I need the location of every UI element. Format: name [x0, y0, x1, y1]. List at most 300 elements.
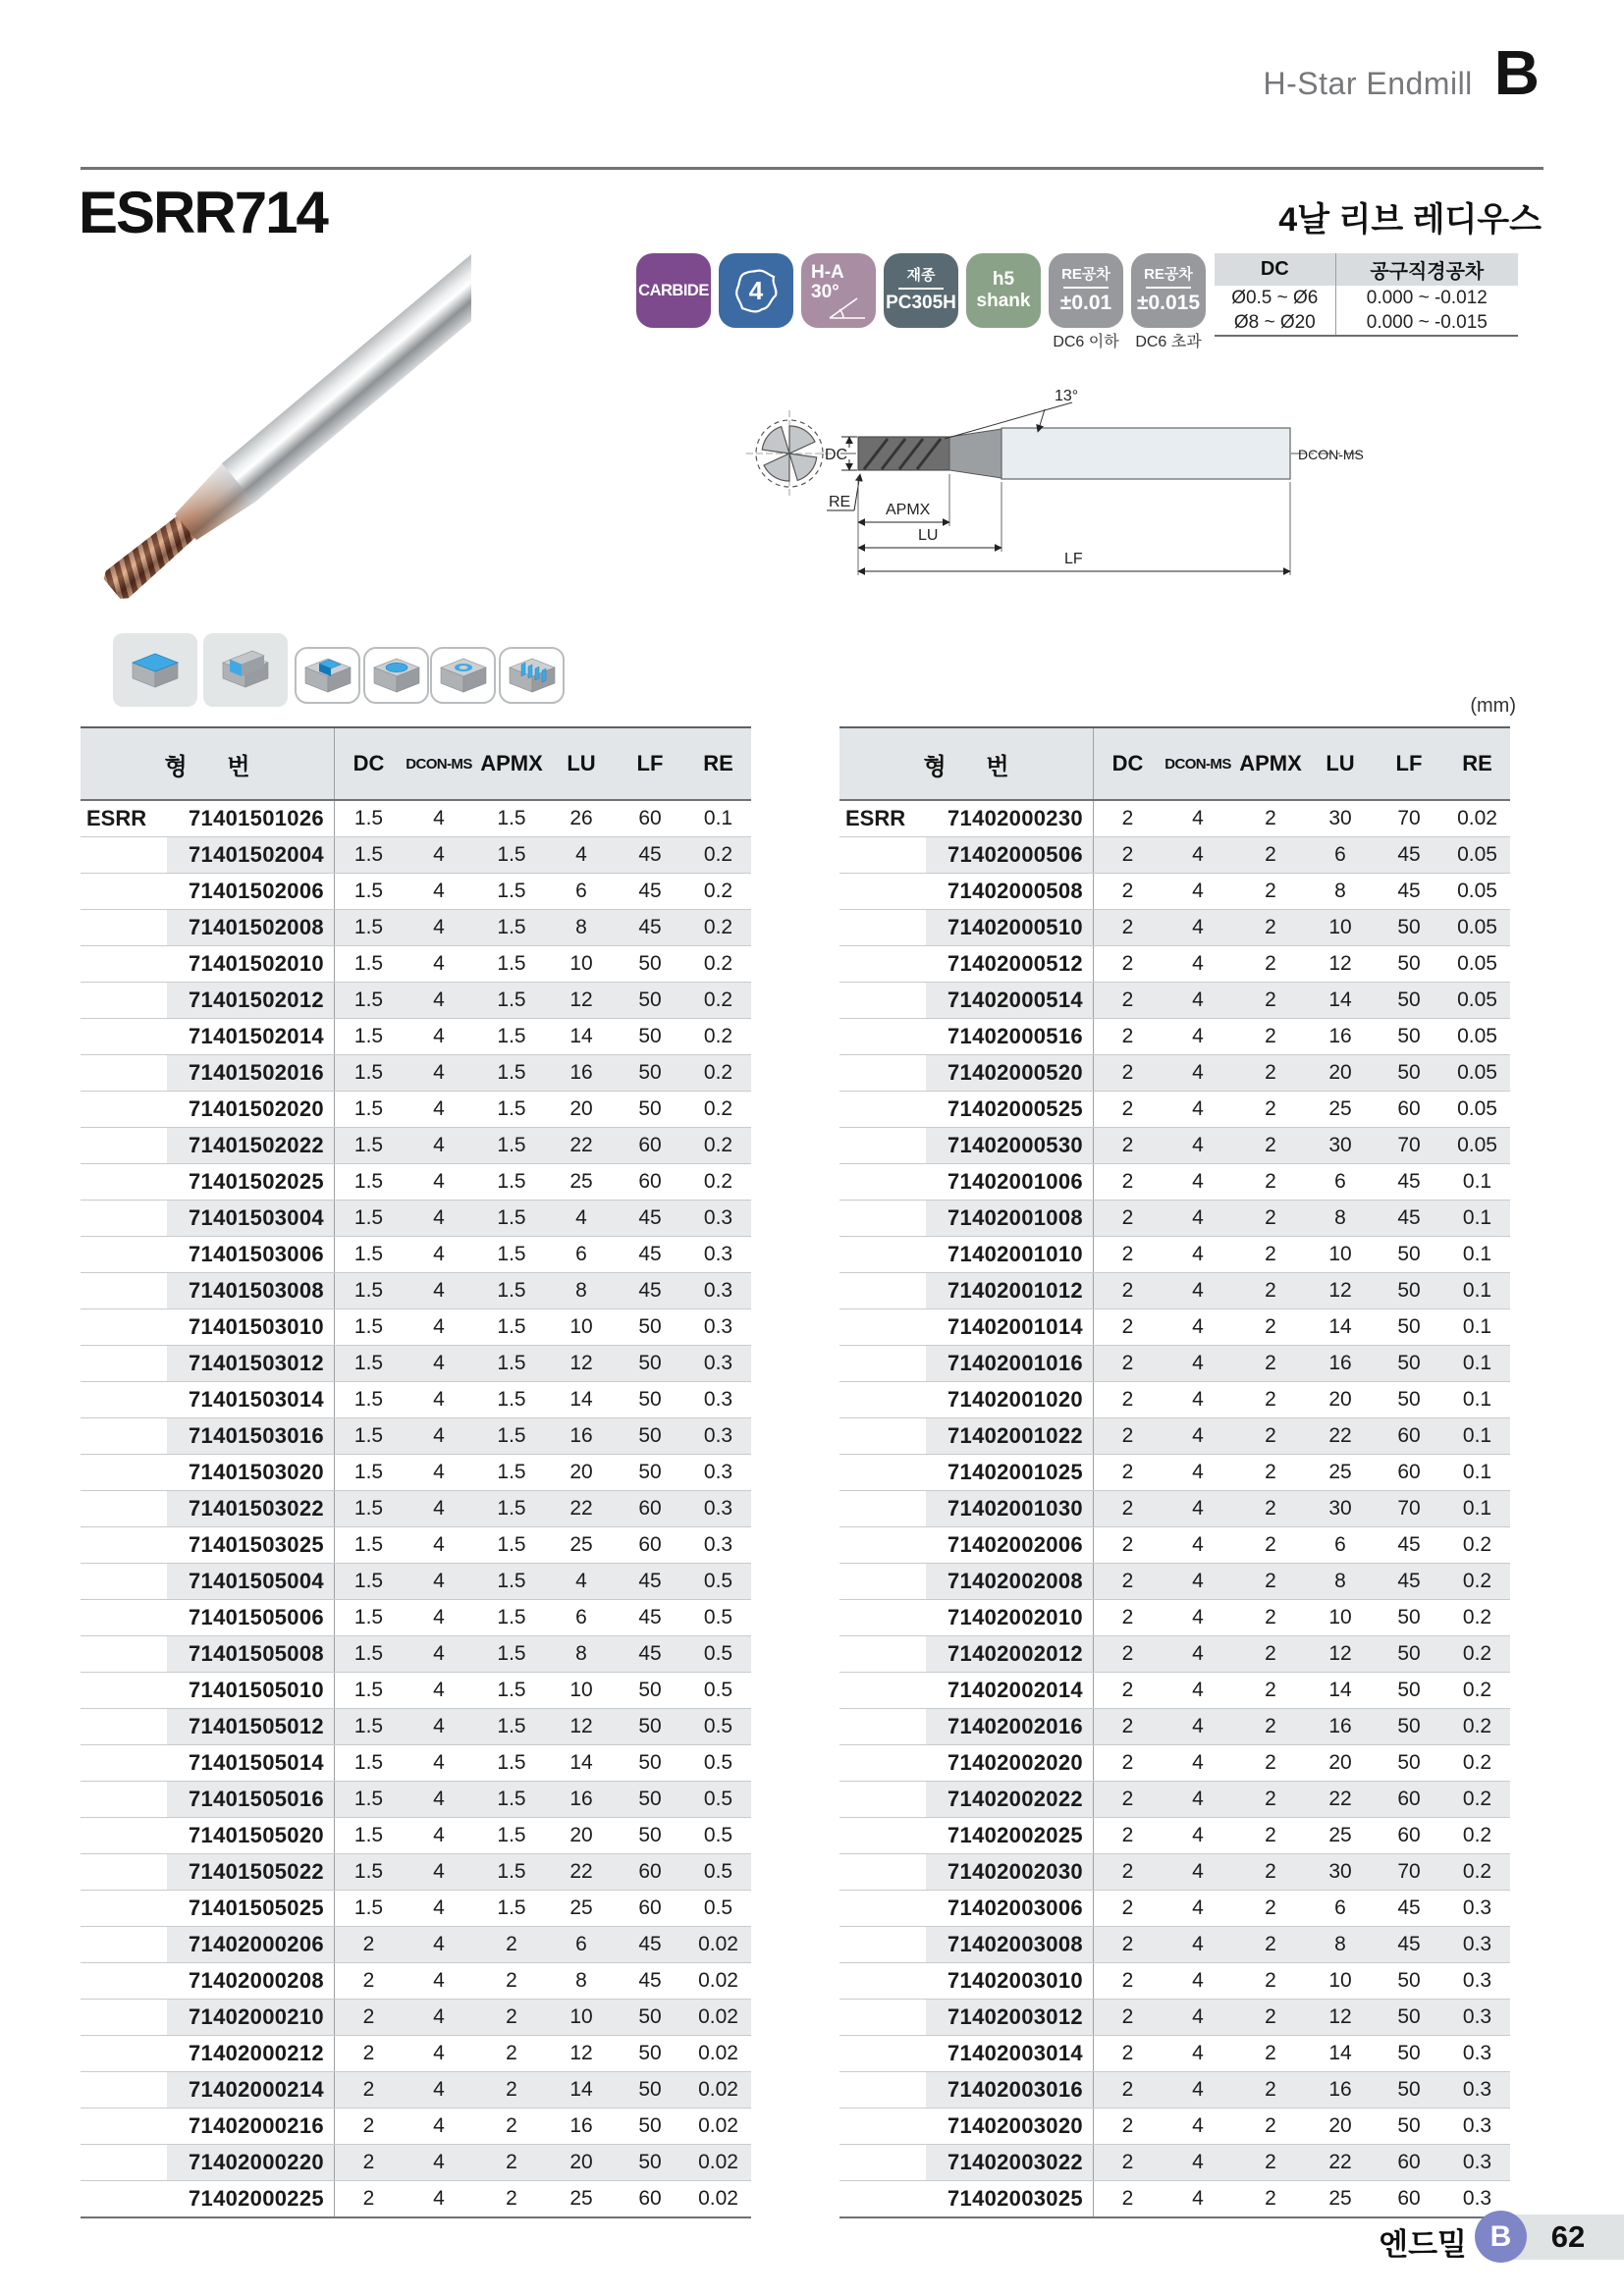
value-cell: 2: [1093, 946, 1162, 982]
model-number-cell: 71401505014: [189, 1750, 324, 1775]
value-cell: 0.5: [685, 1564, 751, 1599]
table-row: [839, 983, 1510, 1019]
value-cell: 1.5: [497, 1606, 526, 1629]
model-number-cell: 71402000225: [189, 2186, 324, 2211]
value-cell: 60: [1374, 1418, 1444, 1454]
value-cell: 50: [638, 952, 662, 975]
value-cell: 1.5: [334, 1346, 403, 1381]
value-cell: 2: [1265, 1025, 1276, 1047]
header-divider: [81, 167, 1543, 170]
value-cell: 0.05: [1444, 1128, 1510, 1163]
table-row: [839, 1891, 1510, 1927]
value-cell: 0.2: [1444, 1564, 1510, 1599]
value-cell: 6: [1307, 837, 1374, 873]
value-cell: 2: [1093, 1055, 1162, 1091]
value-cell: 2: [1093, 1745, 1162, 1781]
value-cell: 4: [433, 1679, 445, 1701]
table-row: [839, 1309, 1510, 1346]
value-cell: 2: [1093, 1092, 1162, 1127]
value-cell: 25: [1328, 1097, 1352, 1120]
table-row: [81, 2145, 751, 2181]
value-cell: 22: [1307, 1418, 1374, 1454]
value-cell: 45: [1397, 1533, 1421, 1556]
model-number-cell: 71402003022: [926, 2145, 1093, 2180]
value-cell: 4: [1162, 1854, 1234, 1890]
value-cell: 4: [1162, 1201, 1234, 1236]
table-row: [839, 837, 1510, 874]
value-cell: 0.3: [685, 1273, 751, 1308]
value-cell: 0.3: [703, 1243, 733, 1265]
table-row: [81, 1636, 751, 1673]
table-row: [81, 801, 751, 837]
value-cell: 8: [1307, 1564, 1374, 1599]
table-row: [81, 983, 751, 1019]
angle-icon: [828, 294, 867, 320]
value-cell: 2: [1234, 2145, 1307, 2180]
footer-category: 엔드밀: [1379, 2227, 1467, 2262]
value-cell: 4: [403, 910, 475, 945]
endmill-image: [91, 237, 471, 613]
value-cell: 2: [1265, 1896, 1276, 1919]
model-number-cell: 71402003012: [926, 2000, 1093, 2035]
value-cell: 0.02: [1457, 807, 1497, 829]
value-cell: 4: [1192, 2114, 1204, 2137]
column-header-lu: LU: [567, 751, 596, 775]
value-cell: 2: [1093, 1128, 1162, 1163]
value-cell: 0.1: [703, 807, 733, 829]
value-cell: 1.5: [497, 1025, 526, 1047]
value-cell: 0.5: [703, 1679, 733, 1701]
value-cell: 2: [1093, 1309, 1162, 1345]
value-cell: 0.2: [703, 952, 733, 975]
value-cell: 1.5: [497, 1679, 526, 1701]
value-cell: 45: [615, 1636, 685, 1672]
value-cell: 0.2: [703, 1097, 733, 1120]
value-cell: 2: [1093, 983, 1162, 1018]
value-cell: 50: [615, 1418, 685, 1454]
value-cell: 6: [548, 1927, 615, 1962]
value-cell: 2: [1093, 1019, 1162, 1054]
value-cell: 4: [1192, 1315, 1204, 1338]
table-row: [81, 2109, 751, 2145]
model-number-cell: 71402002020: [947, 1750, 1083, 1775]
value-cell: 0.1: [1462, 1315, 1492, 1338]
value-cell: 8: [548, 1273, 615, 1308]
value-cell: 16: [548, 1418, 615, 1454]
table-row: [81, 1527, 751, 1564]
model-number-cell: 71401502010: [189, 951, 324, 976]
value-cell: 1.5: [334, 1418, 403, 1454]
value-cell: 1.5: [334, 983, 403, 1018]
value-cell: 4: [1192, 1606, 1204, 1629]
value-cell: 2: [1093, 2000, 1162, 2035]
value-cell: 50: [1397, 1025, 1421, 1047]
value-cell: 60: [1397, 2187, 1421, 2210]
series-cell: ESRR: [845, 806, 906, 830]
value-cell: 0.05: [1444, 837, 1510, 873]
value-cell: 2: [1265, 1679, 1276, 1701]
value-cell: 0.2: [685, 837, 751, 873]
table-row: [81, 1963, 751, 2000]
svg-text:4: 4: [748, 276, 764, 305]
value-cell: 4: [433, 1824, 445, 1846]
value-cell: 4: [433, 1315, 445, 1338]
value-cell: 4: [1162, 2072, 1234, 2108]
table-header: [81, 726, 751, 801]
value-cell: 2: [334, 2072, 403, 2108]
value-cell: 4: [403, 1782, 475, 1817]
value-cell: 50: [638, 1097, 662, 1120]
spec-table-right: [839, 726, 1510, 2218]
value-cell: 2: [1093, 1891, 1162, 1926]
value-cell: 1.5: [334, 1455, 403, 1490]
value-cell: 4: [433, 1025, 445, 1047]
value-cell: 0.3: [1444, 2145, 1510, 2180]
value-cell: 4: [403, 1636, 475, 1672]
value-cell: 45: [615, 910, 685, 945]
table-row: [81, 2181, 751, 2218]
value-cell: 2: [1265, 1824, 1276, 1846]
value-cell: 4: [403, 1418, 475, 1454]
value-cell: 16: [569, 2114, 593, 2137]
column-header-dc: DC: [1093, 728, 1162, 799]
value-cell: 50: [1397, 1969, 1421, 1992]
table-row: [839, 1346, 1510, 1382]
table-row: [81, 1382, 751, 1418]
value-cell: 4: [548, 1564, 615, 1599]
value-cell: 4: [403, 1346, 475, 1381]
value-cell: 2: [334, 2000, 403, 2035]
badge-sublabel: DC6 이하: [1053, 334, 1119, 350]
value-cell: 60: [638, 1896, 662, 1919]
value-cell: 0.5: [703, 1606, 733, 1629]
value-cell: 0.2: [685, 1055, 751, 1091]
value-cell: 26: [569, 807, 593, 829]
model-number-cell: 71402002016: [926, 1709, 1093, 1744]
table-row: [839, 1709, 1510, 1745]
svg-text:13°: 13°: [1055, 388, 1079, 404]
model-number-cell: 71402002010: [947, 1605, 1083, 1629]
svg-text:LF: LF: [1064, 551, 1083, 567]
value-cell: 1.5: [475, 983, 548, 1018]
value-cell: 0.3: [1462, 1896, 1492, 1919]
value-cell: 0.1: [1444, 1491, 1510, 1526]
header-title: H-Star Endmill: [1263, 66, 1473, 101]
table-row: [839, 1019, 1510, 1055]
table-row: [839, 1564, 1510, 1600]
value-cell: 16: [1307, 2072, 1374, 2108]
page-title: ESRR714: [79, 180, 327, 245]
dimension-diagram: [738, 383, 1386, 587]
model-number-cell: 71401503010: [189, 1314, 324, 1339]
value-cell: 1.5: [475, 1273, 548, 1308]
value-cell: 0.3: [1462, 2187, 1492, 2210]
value-cell: 50: [615, 2000, 685, 2035]
value-cell: 4: [1192, 1025, 1204, 1047]
value-cell: 4: [433, 1170, 445, 1193]
value-cell: 2: [475, 2145, 548, 2180]
value-cell: 30: [1307, 1128, 1374, 1163]
value-cell: 8: [1307, 1201, 1374, 1236]
table-row: [839, 2036, 1510, 2072]
value-cell: 50: [615, 1055, 685, 1091]
value-cell: 8: [1334, 880, 1346, 902]
value-cell: 2: [1093, 1237, 1162, 1272]
value-cell: 4: [403, 1854, 475, 1890]
value-cell: 6: [1334, 1896, 1346, 1919]
table-row: [839, 1164, 1510, 1201]
value-cell: 1.5: [497, 1824, 526, 1846]
column-header-apmx: APMX: [1239, 751, 1302, 775]
value-cell: 50: [1374, 1346, 1444, 1381]
value-cell: 6: [1334, 1170, 1346, 1193]
table-row: [81, 1891, 751, 1927]
value-cell: 50: [1397, 1315, 1421, 1338]
value-cell: 0.02: [685, 2072, 751, 2108]
value-cell: 4: [1192, 1969, 1204, 1992]
value-cell: 2: [1093, 2109, 1162, 2144]
value-cell: 50: [1374, 983, 1444, 1018]
model-number-cell: 71402000212: [189, 2041, 324, 2065]
table-row: [81, 2000, 751, 2036]
value-cell: 4: [1162, 1055, 1234, 1091]
value-cell: 1.5: [497, 1751, 526, 1774]
product-subtitle: 4날 리브 레디우스: [1278, 201, 1542, 239]
value-cell: 22: [548, 1854, 615, 1890]
value-cell: 60: [615, 1491, 685, 1526]
value-cell: 20: [1328, 1751, 1352, 1774]
table-row: [81, 1709, 751, 1745]
value-cell: 50: [638, 2042, 662, 2064]
value-cell: 4: [433, 1097, 445, 1120]
value-cell: 0.5: [703, 1751, 733, 1774]
model-number-cell: 71402001012: [926, 1273, 1093, 1308]
value-cell: 50: [615, 1346, 685, 1381]
model-number-cell: 71402000220: [167, 2145, 334, 2180]
table-row: [81, 837, 751, 874]
table-row: [81, 2072, 751, 2109]
value-cell: 2: [1234, 1636, 1307, 1672]
model-number-cell: 71401502008: [167, 910, 334, 945]
model-number-cell: 71402003014: [947, 2041, 1083, 2065]
value-cell: 0.3: [703, 1461, 733, 1483]
value-cell: 4: [433, 1533, 445, 1556]
model-number-cell: 71401505004: [167, 1564, 334, 1599]
value-cell: 2: [1265, 952, 1276, 975]
value-cell: 1.5: [334, 1891, 403, 1926]
value-cell: 0.02: [685, 2000, 751, 2035]
model-number-cell: 71402001010: [947, 1242, 1083, 1266]
model-number-cell: 71401503025: [189, 1532, 324, 1557]
value-cell: 2: [334, 1963, 403, 1999]
model-number-cell: 71402003006: [947, 1896, 1083, 1920]
value-cell: 0.1: [1444, 1273, 1510, 1308]
value-cell: 4: [433, 1751, 445, 1774]
endmill-shank: [222, 241, 471, 503]
value-cell: 50: [638, 1315, 662, 1338]
model-number-cell: 71402000216: [189, 2113, 324, 2138]
table-row: [81, 1745, 751, 1782]
model-number-cell: 71402001008: [926, 1201, 1093, 1236]
value-cell: 4: [1162, 2000, 1234, 2035]
model-number-cell: 71401505020: [189, 1823, 324, 1847]
value-cell: 0.2: [1462, 1751, 1492, 1774]
value-cell: 2: [1234, 2000, 1307, 2035]
model-number-cell: 71401505006: [189, 1605, 324, 1629]
value-cell: 4: [433, 2114, 445, 2137]
table-row: [839, 801, 1510, 837]
value-cell: 2: [1093, 1273, 1162, 1308]
rib-milling-icon: [499, 647, 565, 704]
value-cell: 1.5: [475, 1782, 548, 1817]
value-cell: 4: [403, 2072, 475, 2108]
value-cell: 2: [1234, 1709, 1307, 1744]
value-cell: 0.5: [703, 1896, 733, 1919]
value-cell: 0.3: [1462, 1969, 1492, 1992]
svg-text:RE: RE: [829, 494, 851, 510]
tol-header-tolerance: 공구직경공차: [1370, 261, 1485, 283]
value-cell: 2: [334, 1927, 403, 1962]
model-number-cell: 71402003008: [926, 1927, 1093, 1962]
value-cell: 50: [615, 1709, 685, 1744]
model-number-cell: 71402001020: [947, 1387, 1083, 1412]
value-cell: 4: [403, 1201, 475, 1236]
value-cell: 50: [1397, 2114, 1421, 2137]
value-cell: 0.5: [703, 1824, 733, 1846]
value-cell: 60: [638, 1533, 662, 1556]
badge-re-tolerance-under: RE공차 ±0.01 DC6 이하: [1049, 253, 1123, 328]
model-number-cell: 71402000520: [926, 1055, 1093, 1091]
value-cell: 2: [1265, 1606, 1276, 1629]
value-cell: 50: [1374, 1055, 1444, 1091]
value-cell: 4: [403, 2145, 475, 2180]
value-cell: 20: [1328, 2114, 1352, 2137]
model-number-cell: 71401503012: [167, 1346, 334, 1381]
value-cell: 50: [638, 1388, 662, 1411]
value-cell: 50: [615, 983, 685, 1018]
value-cell: 4: [433, 1896, 445, 1919]
model-number-cell: 71402002012: [926, 1636, 1093, 1672]
value-cell: 2: [1265, 807, 1276, 829]
value-cell: 45: [615, 1927, 685, 1962]
column-header-apmx: APMX: [480, 751, 543, 775]
value-cell: 0.02: [685, 2145, 751, 2180]
value-cell: 0.05: [1457, 1025, 1497, 1047]
value-cell: 14: [569, 1388, 593, 1411]
value-cell: 0.2: [685, 983, 751, 1018]
table-row: [81, 2036, 751, 2072]
value-cell: 2: [1093, 2145, 1162, 2180]
value-cell: 0.2: [685, 910, 751, 945]
value-cell: 12: [1307, 1273, 1374, 1308]
value-cell: 30: [1328, 807, 1352, 829]
value-cell: 1.5: [334, 874, 403, 909]
value-cell: 2: [1234, 1201, 1307, 1236]
model-number-cell: 71401505012: [167, 1709, 334, 1744]
value-cell: 50: [1397, 1243, 1421, 1265]
badge-carbide: CARBIDE: [636, 253, 711, 328]
value-cell: 4: [403, 1709, 475, 1744]
value-cell: 2: [1234, 1564, 1307, 1599]
value-cell: 0.3: [1444, 2072, 1510, 2108]
value-cell: 1.5: [334, 1600, 403, 1635]
table-row: [81, 1309, 751, 1346]
footer-section-badge: B: [1475, 2211, 1527, 2263]
helical-milling-icon: [430, 647, 496, 704]
model-number-cell: 71401501026: [189, 806, 324, 830]
value-cell: 20: [569, 1097, 593, 1120]
value-cell: 1.5: [334, 1092, 403, 1127]
value-cell: 4: [1162, 837, 1234, 873]
value-cell: 50: [638, 2114, 662, 2137]
value-cell: 50: [1374, 1636, 1444, 1672]
value-cell: 4: [403, 983, 475, 1018]
table-row: [81, 1346, 751, 1382]
value-cell: 1.5: [497, 1533, 526, 1556]
model-number-cell: 71402000508: [947, 879, 1083, 903]
value-cell: 0.3: [685, 1201, 751, 1236]
value-cell: 1.5: [334, 1854, 403, 1890]
value-cell: 0.1: [1462, 1170, 1492, 1193]
value-cell: 16: [548, 1782, 615, 1817]
model-number-cell: 71402002008: [926, 1564, 1093, 1599]
value-cell: 70: [1397, 807, 1421, 829]
value-cell: 4: [433, 1969, 445, 1992]
table-row: [839, 1055, 1510, 1092]
value-cell: 2: [1234, 1055, 1307, 1091]
value-cell: 0.2: [1444, 1854, 1510, 1890]
value-cell: 25: [569, 1896, 593, 1919]
value-cell: 0.02: [698, 1969, 738, 1992]
value-cell: 2: [1265, 1533, 1276, 1556]
table-row: [839, 1382, 1510, 1418]
value-cell: 4: [403, 1055, 475, 1091]
value-cell: 14: [569, 1025, 593, 1047]
value-cell: 2: [334, 2109, 403, 2144]
column-header-model: 형 번: [164, 753, 250, 780]
value-cell: 2: [1234, 910, 1307, 945]
value-cell: 2: [1093, 801, 1162, 836]
table-row: [81, 1854, 751, 1891]
value-cell: 45: [638, 1969, 662, 1992]
endmill-flutes: [100, 512, 198, 603]
value-cell: 0.02: [698, 2187, 738, 2210]
model-number-cell: 71401502014: [189, 1024, 324, 1048]
value-cell: 25: [1328, 2187, 1352, 2210]
value-cell: 2: [1234, 1854, 1307, 1890]
table-row: [839, 910, 1510, 946]
value-cell: 0.1: [1444, 1201, 1510, 1236]
value-cell: 2: [1234, 983, 1307, 1018]
model-number-cell: 71401505016: [167, 1782, 334, 1817]
value-cell: 0.2: [1462, 1824, 1492, 1846]
value-cell: 0.2: [1462, 1533, 1492, 1556]
column-header-re: RE: [1462, 751, 1492, 775]
value-cell: 6: [1334, 1533, 1346, 1556]
value-cell: 2: [1093, 1673, 1162, 1708]
value-cell: 60: [1397, 1461, 1421, 1483]
value-cell: 25: [569, 1170, 593, 1193]
value-cell: 10: [1328, 1606, 1352, 1629]
table-row: [839, 1636, 1510, 1673]
model-number-cell: 71402003010: [947, 1968, 1083, 1993]
value-cell: 50: [1374, 2072, 1444, 2108]
value-cell: 1.5: [475, 1564, 548, 1599]
value-cell: 20: [569, 1824, 593, 1846]
value-cell: 2: [1093, 1709, 1162, 1744]
value-cell: 14: [1328, 1679, 1352, 1701]
value-cell: 1.5: [334, 837, 403, 873]
